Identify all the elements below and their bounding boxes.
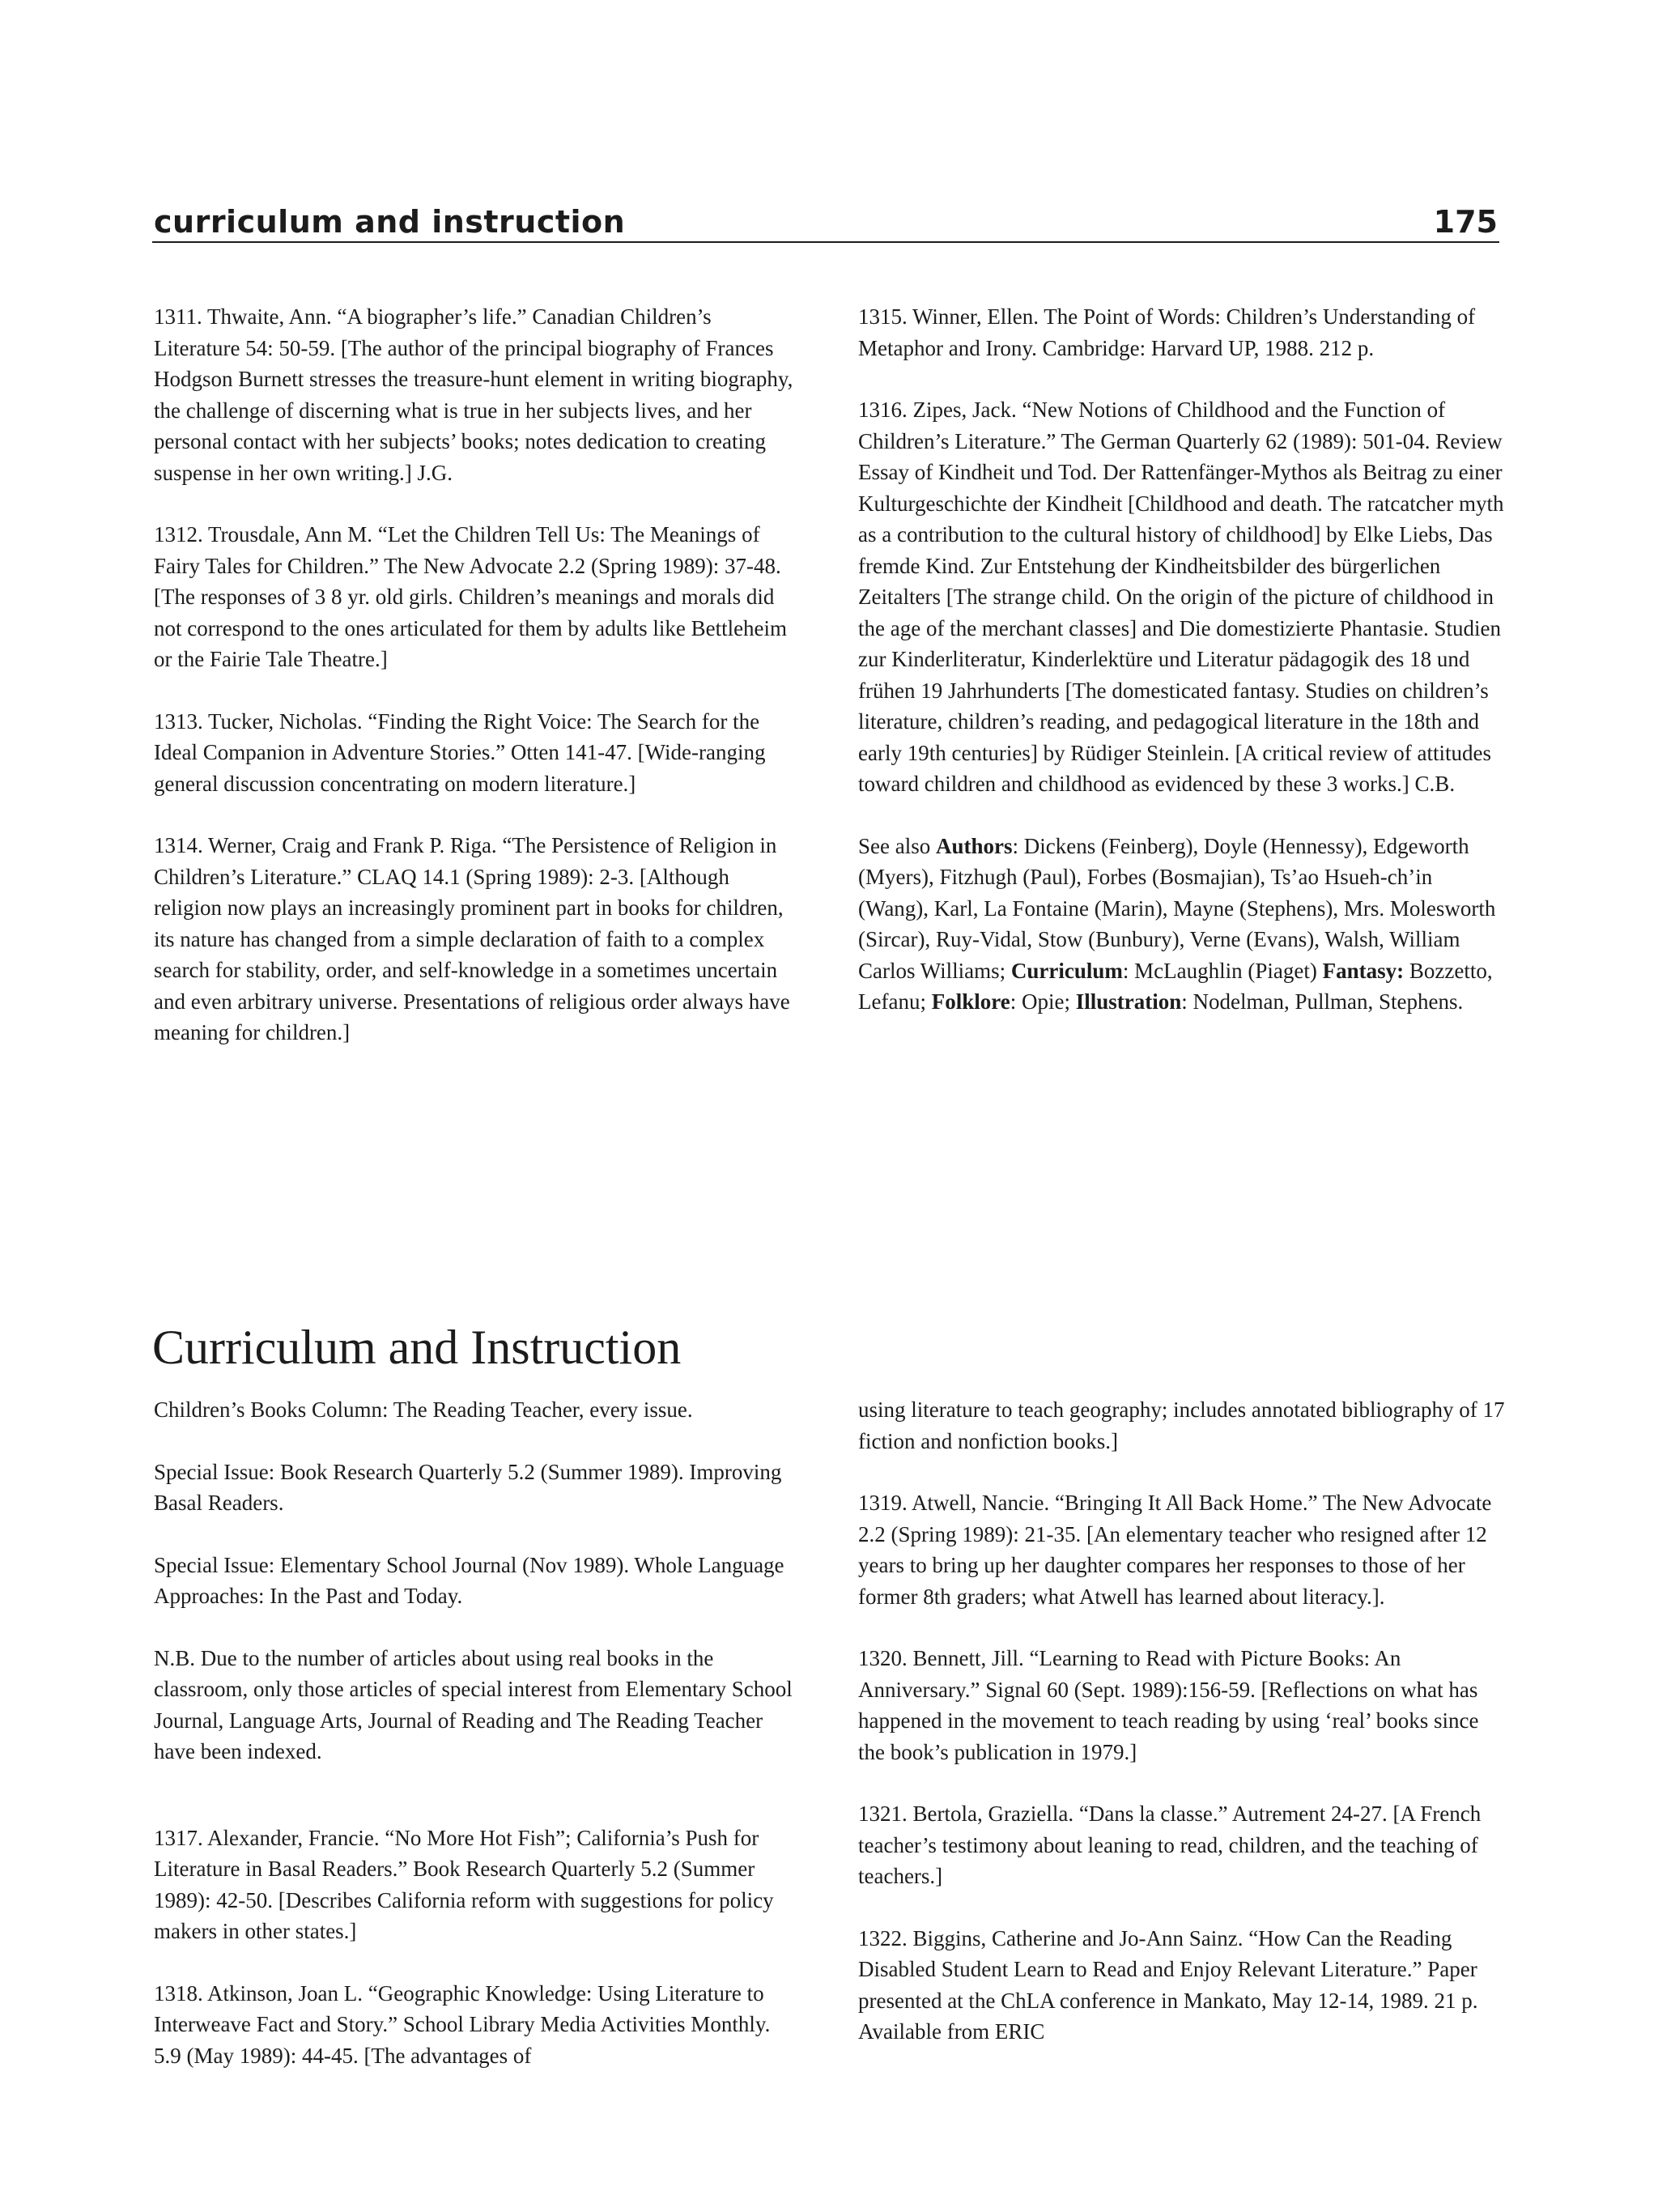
spacer bbox=[154, 1798, 801, 1823]
note: Children’s Books Column: The Reading Teacher, every issue. bbox=[154, 1397, 693, 1422]
entry bbox=[858, 301, 1506, 364]
see-also-intro: See also bbox=[858, 833, 936, 858]
see-also bbox=[858, 831, 1506, 1018]
entry-text: Atkinson, Joan L. “Geographic Knowledge: Using Literature to Interweave Fact and Story.” School Library Media Activities Monthly. 5.9 (May 1989): 44-45. [The advantages of bbox=[154, 1980, 771, 2068]
see-also-folklore-label: Folklore bbox=[931, 989, 1010, 1014]
see-also-folklore-text: : Opie; bbox=[1010, 989, 1076, 1014]
page-number: 175 bbox=[1433, 204, 1498, 240]
running-title: curriculum and instruction bbox=[154, 204, 626, 240]
entry bbox=[154, 706, 801, 800]
entry-text: Bertola, Graziella. “Dans la classe.” Autrement 24-27. [A French teacher’s testimony about leaning to read, children, and the teaching of teachers.] bbox=[858, 1802, 1482, 1888]
entry bbox=[154, 1823, 801, 1947]
entry-number: 1311. bbox=[154, 304, 202, 329]
entry bbox=[154, 519, 801, 675]
entry-number: 1319. bbox=[858, 1491, 908, 1515]
entry-number: 1314. bbox=[154, 833, 203, 857]
entry-number: 1318. bbox=[154, 1980, 203, 2006]
entry bbox=[858, 1487, 1506, 1612]
entry-number: 1321. bbox=[858, 1802, 908, 1826]
entry-text: Zipes, Jack. “New Notions of Childhood and the Function of Children’s Literature.” The German Quarterly 62 (1989): 501-04. Review Essay of Kindheit und Tod. Der Rattenfänger-Mythos als Beitrag zu einer Kulturgeschichte der Kindheit [Childhood and death. The ratcatcher myth as a contribution to the cultural history of childhood] by Elke Liebs, Das fremde Kind. Zur Entstehung der Kindheitsbilder des bürgerlichen Zeitalters [The strange child. On the origin of the picture of childhood in the age of the merchant classes] and Die domestizierte Phantasie. Studien zur Kinderliteratur, Kinderlektüre und Literatur pädagogik des 18 und frühen 19 Jahrhunderts [The domesticated fantasy. Studies on children’s literature, children’s reading, and pedagogical literature in the 18th and early 19th centuries] by Rüdiger Steinlein. [A critical review of attitudes toward children and childhood as evidenced by these 3 works.] C.B. bbox=[858, 398, 1504, 796]
entry-text: Tucker, Nicholas. “Finding the Right Voice: The Search for the Ideal Companion in Adventure Stories.” Otten 141-47. [Wide-ranging general discussion concentrating on modern literature.] bbox=[154, 708, 766, 796]
entry bbox=[858, 1923, 1506, 2048]
entry bbox=[858, 394, 1506, 800]
bottom-right-column bbox=[858, 1394, 1506, 2078]
entry bbox=[154, 1978, 801, 2072]
entry-continuation: using literature to teach geography; includes annotated bibliography of 17 fiction and nonfiction books.] bbox=[858, 1397, 1505, 1453]
see-also-illustration-text: : Nodelman, Pullman, Stephens. bbox=[1181, 989, 1464, 1014]
see-also-curriculum-text: : McLaughlin (Piaget) bbox=[1122, 958, 1323, 983]
see-also-authors-text: : Dickens (Feinberg), Doyle (Hennessy), Edgeworth (Myers), Fitzhugh (Paul), Forbes (Bosmajian), Ts’ao Hsueh-ch’in (Wang), Karl, La Fontaine (Marin), Mayne (Stephens), Mrs. Molesworth (Sircar), Ruy-Vidal, Stow (Bunbury), Verne (Evans), Walsh, William Carlos Williams; bbox=[858, 833, 1496, 983]
note: Special Issue: Book Research Quarterly 5.2 (Summer 1989). Improving Basal Readers. bbox=[154, 1459, 782, 1515]
see-also-curriculum-label: Curriculum bbox=[1010, 958, 1123, 983]
top-left-column bbox=[154, 301, 801, 1079]
entry-text: Alexander, Francie. “No More Hot Fish”; California’s Push for Literature in Basal Readers.” Book Research Quarterly 5.2 (Summer 1989): 42-50. [Describes California reform with suggestions for policy makers in other states.] bbox=[154, 1825, 774, 1943]
see-also-fantasy-label: Fantasy: bbox=[1322, 958, 1405, 983]
see-also-illustration-label: Illustration bbox=[1075, 989, 1182, 1014]
entry-number: 1315. bbox=[858, 304, 908, 329]
see-also-authors-label: Authors bbox=[935, 833, 1013, 858]
entry bbox=[154, 830, 801, 1049]
entry-number: 1317. bbox=[154, 1825, 203, 1850]
entry-text: Winner, Ellen. The Point of Words: Children’s Understanding of Metaphor and Irony. Cambridge: Harvard UP, 1988. 212 p. bbox=[858, 304, 1476, 360]
entry-text: Biggins, Catherine and Jo-Ann Sainz. “How Can the Reading Disabled Student Learn to Read and Enjoy Relevant Literature.” Paper presented at the ChLA conference in Mankato, May 12-14, 1989. 21 p. Available from ERIC bbox=[858, 1925, 1478, 2044]
entry-text: Thwaite, Ann. “A biographer’s life.” Canadian Children’s Literature 54: 50-59. [The author of the principal biography of Frances Hodgson Burnett stresses the treasure-hunt element in writing biography, the challenge of discerning what is true in her subjects lives, and her personal contact with her subjects’ books; notes dedication to creating suspense in her own writing.] J.G. bbox=[154, 304, 793, 485]
entry-text: Trousdale, Ann M. “Let the Children Tell Us: The Meanings of Fairy Tales for Children.” The New Advocate 2.2 (Spring 1989): 37-48. [The responses of 3 8 yr. old girls. Children’s meanings and morals did not correspond to the ones articulated for them by adults like Bettleheim or the Fairie Tale Theatre.] bbox=[154, 522, 788, 671]
entry-text: Werner, Craig and Frank P. Riga. “The Persistence of Religion in Children’s Literature.” CLAQ 14.1 (Spring 1989): 2-3. [Although religion now plays an increasingly prominent part in books for children, its nature has changed from a simple declaration of faith to a complex search for stability, order, and self-knowledge in a sometimes uncertain and even arbitrary universe. Presentations of religious order always have meaning for children.] bbox=[154, 833, 790, 1044]
entry-number: 1316. bbox=[858, 398, 908, 422]
running-header bbox=[152, 202, 1499, 243]
see-also-fantasy-text: Bozzetto, Lefanu; bbox=[858, 958, 1493, 1014]
entry-number: 1322. bbox=[858, 1925, 908, 1950]
top-right-column bbox=[858, 301, 1506, 1049]
bottom-left-column bbox=[154, 1394, 801, 2102]
entry-number: 1313. bbox=[154, 708, 203, 734]
entry-text: Atwell, Nancie. “Bringing It All Back Home.” The New Advocate 2.2 (Spring 1989): 21-35. [An elementary teacher who resigned after 12 years to bring up her daughter compares her responses to those of her former 8th graders; what Atwell has learned about literacy.]. bbox=[858, 1491, 1492, 1609]
entry bbox=[858, 1798, 1506, 1892]
section-title: Curriculum and Instruction bbox=[152, 1321, 682, 1374]
note: N.B. Due to the number of articles about using real books in the classroom, only those articles of special interest from Elementary School Journal, Language Arts, Journal of Reading and The Reading Teacher have been indexed. bbox=[154, 1645, 793, 1763]
entry bbox=[154, 301, 801, 488]
note: Special Issue: Elementary School Journal (Nov 1989). Whole Language Approaches: In the Past and Today. bbox=[154, 1552, 784, 1608]
entry bbox=[858, 1643, 1506, 1767]
entry-number: 1320. bbox=[858, 1646, 908, 1670]
entry-text: Bennett, Jill. “Learning to Read with Picture Books: An Anniversary.” Signal 60 (Sept. 1989):156-59. [Reflections on what has happened in the movement to teach reading by using ‘real’ books since the book’s publication in 1979.] bbox=[858, 1646, 1479, 1764]
entry-number: 1312. bbox=[154, 522, 203, 547]
